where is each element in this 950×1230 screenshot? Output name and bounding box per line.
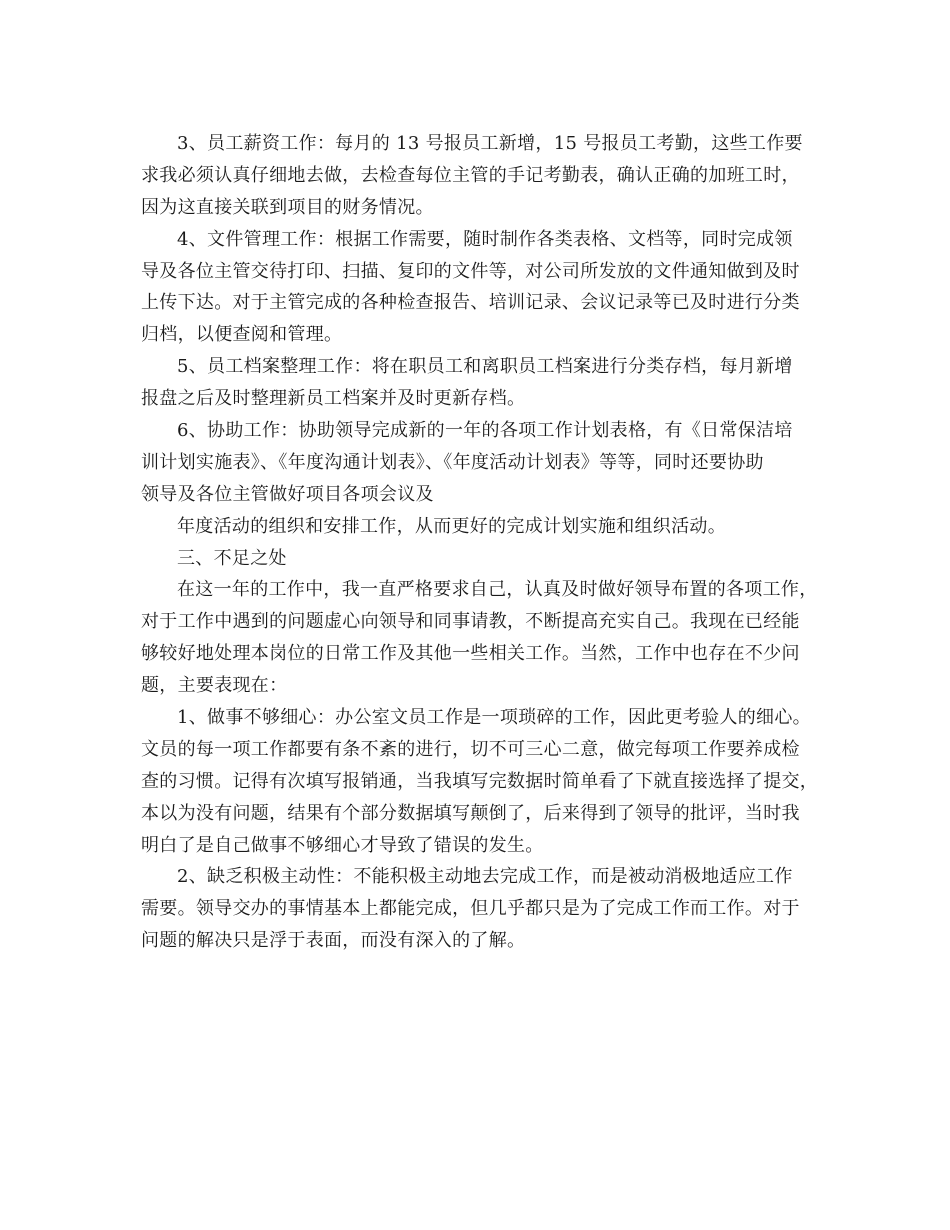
text-line: 5、员工档案整理工作：将在职员工和离职员工档案进行分类存档，每月新增	[177, 356, 793, 378]
text-line: 年度活动的组织和安排工作，从而更好的完成计划实施和组织活动。	[177, 515, 726, 537]
text-line: 明白了是自己做事不够细心才导致了错误的发生。	[141, 834, 544, 856]
text-line: 上传下达。对于主管完成的各种检查报告、培训记录、会议记录等已及时进行分类	[141, 292, 800, 314]
section-heading: 三、不足之处	[177, 547, 287, 569]
text-line: 因为这直接关联到项目的财务情况。	[141, 196, 434, 218]
text-line: 本以为没有问题，结果有个部分数据填写颠倒了，后来得到了领导的批评，当时我	[141, 802, 800, 824]
text-line: 在这一年的工作中，我一直严格要求自己，认真及时做好领导布置的各项工作，	[177, 579, 818, 601]
text-line: 领导及各位主管做好项目各项会议及	[141, 483, 434, 505]
text-line: 导及各位主管交待打印、扫描、复印的文件等，对公司所发放的文件通知做到及时	[141, 260, 800, 282]
text-line: 问题的解决只是浮于表面，而没有深入的了解。	[141, 930, 526, 952]
text-line: 文员的每一项工作都要有条不紊的进行，切不可三心二意，做完每项工作要养成检	[141, 738, 800, 760]
text-line: 题，主要表现在：	[141, 675, 288, 697]
text-line: 4、文件管理工作：根据工作需要，随时制作各类表格、文档等，同时完成领	[177, 228, 793, 250]
text-line: 2、缺乏积极主动性：不能积极主动地去完成工作，而是被动消极地适应工作	[177, 866, 793, 888]
text-line: 3、员工薪资工作：每月的 13 号报员工新增，15 号报员工考勤，这些工作要	[177, 133, 803, 154]
text-line: 训计划实施表》、《年度沟通计划表》、《年度活动计划表》等等，同时还要协助	[141, 451, 764, 473]
document-body	[141, 128, 821, 957]
text-line: 够较好地处理本岗位的日常工作及其他一些相关工作。当然，工作中也存在不少问	[141, 643, 800, 665]
text-line: 需要。领导交办的事情基本上都能完成，但几乎都只是为了完成工作而工作。对于	[141, 898, 800, 920]
text-line: 求我必须认真仔细地去做，去检查每位主管的手记考勤表，确认正确的加班工时，	[141, 164, 800, 186]
text-line: 对于工作中遇到的问题虚心向领导和同事请教，不断提高充实自己。我现在已经能	[141, 611, 800, 633]
text-line: 1、做事不够细心：办公室文员工作是一项琐碎的工作，因此更考验人的细心。	[177, 707, 811, 729]
text-line: 报盘之后及时整理新员工档案并及时更新存档。	[141, 388, 526, 410]
text-line: 归档，以便查阅和管理。	[141, 324, 343, 346]
text-line: 6、协助工作：协助领导完成新的一年的各项工作计划表格，有《日常保洁培	[177, 420, 793, 442]
text-line: 查的习惯。记得有次填写报销通，当我填写完数据时简单看了下就直接选择了提交，	[141, 770, 819, 792]
